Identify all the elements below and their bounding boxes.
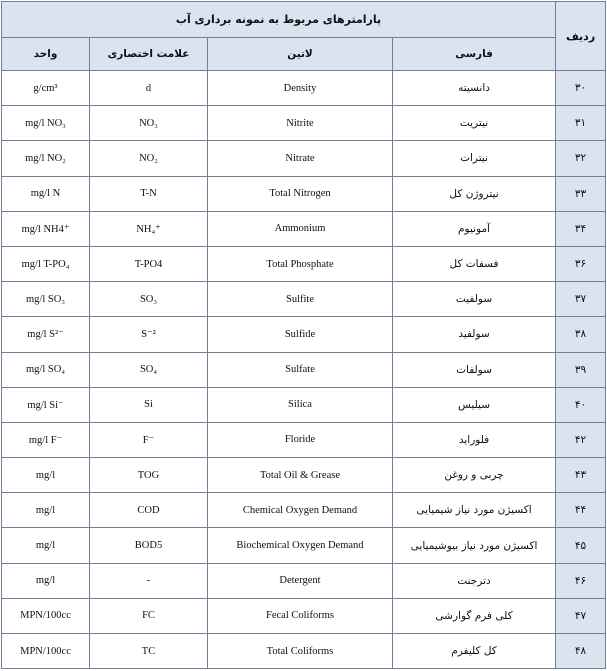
cell-abbreviation: S⁻² — [90, 317, 208, 352]
cell-abbreviation: NH₄⁺ — [90, 211, 208, 246]
cell-row-number: ۳۴ — [556, 211, 606, 246]
cell-abbreviation: NO₃ — [90, 106, 208, 141]
cell-row-number: ۳۹ — [556, 352, 606, 387]
cell-unit: mg/l F⁻ — [2, 422, 90, 457]
cell-unit: mg/l — [2, 563, 90, 598]
header-unit: واحد — [2, 38, 90, 71]
cell-unit: mg/l NO₂ — [2, 141, 90, 176]
cell-unit: mg/l NO₃ — [2, 106, 90, 141]
cell-abbreviation: F⁻ — [90, 422, 208, 457]
water-sampling-parameters-table — [1, 1, 606, 669]
cell-row-number: ۴۲ — [556, 422, 606, 457]
cell-persian: اکسیژن مورد نیاز بیوشیمیایی — [393, 528, 556, 563]
table-header-row — [2, 38, 606, 71]
table-row — [2, 563, 606, 598]
table-row — [2, 141, 606, 176]
table-row — [2, 634, 606, 669]
cell-row-number: ۳۳ — [556, 176, 606, 211]
cell-unit: mg/l Si⁻ — [2, 387, 90, 422]
cell-unit: g/cm³ — [2, 71, 90, 106]
table-title: پارامترهای مربوط به نمونه برداری آب — [2, 2, 556, 38]
cell-persian: فلوراید — [393, 422, 556, 457]
cell-row-number: ۳۸ — [556, 317, 606, 352]
cell-row-number: ۴۷ — [556, 598, 606, 633]
cell-abbreviation: NO₂ — [90, 141, 208, 176]
cell-persian: دترجنت — [393, 563, 556, 598]
cell-latin: Biochemical Oxygen Demand — [208, 528, 393, 563]
cell-persian: فسفات کل — [393, 246, 556, 281]
cell-unit: mg/l — [2, 458, 90, 493]
cell-unit: mg/l N — [2, 176, 90, 211]
cell-persian: چربی و روغن — [393, 458, 556, 493]
table-row — [2, 106, 606, 141]
cell-abbreviation: FC — [90, 598, 208, 633]
cell-abbreviation: TOG — [90, 458, 208, 493]
cell-unit: MPN/100cc — [2, 634, 90, 669]
cell-row-number: ۳۷ — [556, 282, 606, 317]
cell-persian: سولفیت — [393, 282, 556, 317]
cell-persian: دانسیته — [393, 71, 556, 106]
cell-abbreviation: d — [90, 71, 208, 106]
cell-abbreviation: T-N — [90, 176, 208, 211]
cell-latin: Nitrate — [208, 141, 393, 176]
cell-latin: Ammonium — [208, 211, 393, 246]
cell-row-number: ۳۱ — [556, 106, 606, 141]
header-abbreviation: علامت اختصاری — [90, 38, 208, 71]
header-persian: فارسی — [393, 38, 556, 71]
cell-unit: mg/l SO₃ — [2, 282, 90, 317]
cell-persian: سولفید — [393, 317, 556, 352]
cell-persian: کل کلیفرم — [393, 634, 556, 669]
cell-latin: Total Coliforms — [208, 634, 393, 669]
cell-latin: Nitrite — [208, 106, 393, 141]
cell-unit: mg/l T-PO₄ — [2, 246, 90, 281]
cell-persian: کلی فرم گوارشی — [393, 598, 556, 633]
cell-persian: نیتریت — [393, 106, 556, 141]
cell-abbreviation: TC — [90, 634, 208, 669]
cell-unit: mg/l NH4⁺ — [2, 211, 90, 246]
cell-abbreviation: COD — [90, 493, 208, 528]
header-row-number: ردیف — [556, 2, 606, 71]
cell-unit: mg/l — [2, 493, 90, 528]
cell-latin: Detergent — [208, 563, 393, 598]
table-row — [2, 598, 606, 633]
cell-unit: mg/l SO₄ — [2, 352, 90, 387]
cell-latin: Sulfite — [208, 282, 393, 317]
cell-persian: نیترات — [393, 141, 556, 176]
cell-row-number: ۴۵ — [556, 528, 606, 563]
table-row — [2, 71, 606, 106]
table-row — [2, 458, 606, 493]
cell-row-number: ۴۴ — [556, 493, 606, 528]
cell-row-number: ۴۸ — [556, 634, 606, 669]
cell-latin: Density — [208, 71, 393, 106]
cell-latin: Fecal Coliforms — [208, 598, 393, 633]
cell-abbreviation: T-PO4 — [90, 246, 208, 281]
cell-abbreviation: BOD5 — [90, 528, 208, 563]
cell-row-number: ۴۰ — [556, 387, 606, 422]
table-row — [2, 176, 606, 211]
table-row — [2, 493, 606, 528]
cell-latin: Total Oil & Grease — [208, 458, 393, 493]
cell-latin: Floride — [208, 422, 393, 457]
cell-unit: mg/l — [2, 528, 90, 563]
cell-abbreviation: Si — [90, 387, 208, 422]
cell-persian: آمونیوم — [393, 211, 556, 246]
cell-latin: Total Phosphate — [208, 246, 393, 281]
table-title-row — [2, 2, 606, 38]
table-row — [2, 246, 606, 281]
header-latin: لاتین — [208, 38, 393, 71]
cell-latin: Sulfide — [208, 317, 393, 352]
cell-persian: نیتروژن کل — [393, 176, 556, 211]
cell-persian: اکسیژن مورد نیاز شیمیایی — [393, 493, 556, 528]
table-row — [2, 352, 606, 387]
cell-row-number: ۴۶ — [556, 563, 606, 598]
table-row — [2, 387, 606, 422]
cell-latin: Total Nitrogen — [208, 176, 393, 211]
cell-unit: mg/l S²⁻ — [2, 317, 90, 352]
cell-latin: Chemical Oxygen Demand — [208, 493, 393, 528]
cell-persian: سیلیس — [393, 387, 556, 422]
cell-row-number: ۳۶ — [556, 246, 606, 281]
cell-row-number: ۳۰ — [556, 71, 606, 106]
table-row — [2, 282, 606, 317]
cell-abbreviation: SO₃ — [90, 282, 208, 317]
cell-latin: Sulfate — [208, 352, 393, 387]
table-row — [2, 422, 606, 457]
cell-abbreviation: - — [90, 563, 208, 598]
cell-abbreviation: SO₄ — [90, 352, 208, 387]
cell-row-number: ۳۲ — [556, 141, 606, 176]
cell-persian: سولفات — [393, 352, 556, 387]
cell-unit: MPN/100cc — [2, 598, 90, 633]
table-row — [2, 317, 606, 352]
cell-row-number: ۴۳ — [556, 458, 606, 493]
cell-latin: Silica — [208, 387, 393, 422]
table-body — [2, 71, 606, 669]
table-row — [2, 528, 606, 563]
table-row — [2, 211, 606, 246]
